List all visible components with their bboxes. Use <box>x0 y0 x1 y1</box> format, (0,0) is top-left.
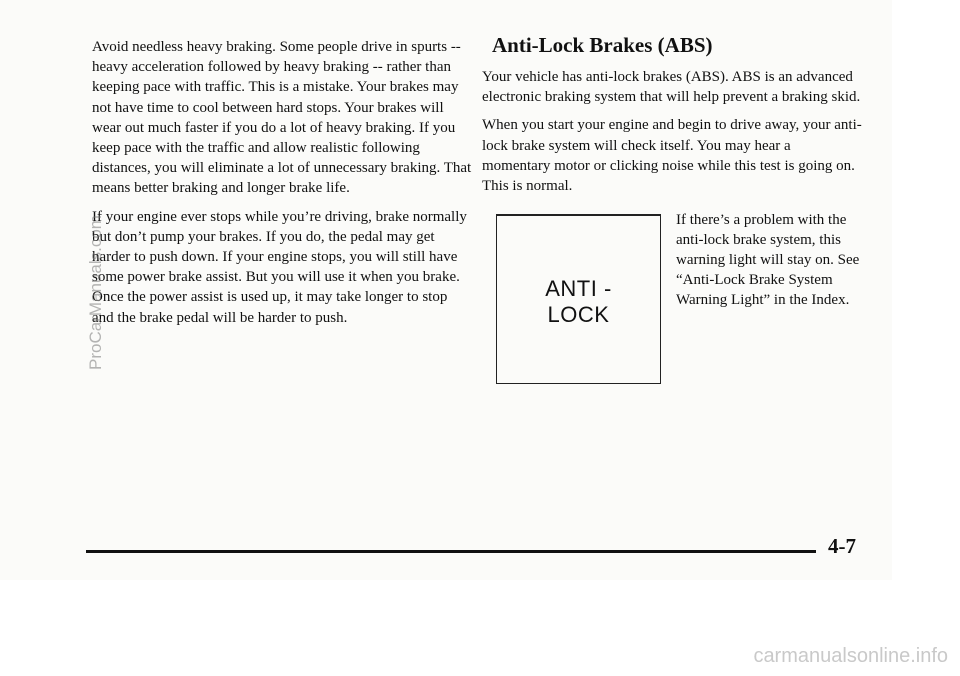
left-column <box>92 37 472 336</box>
paragraph-engine-stops: If your engine ever stops while you’re driving, brake normally but don’t pump your brakes. If you do, the pedal may get harder to push down. If your engine stops, you will still have some power brake assist. But you will use it when you brake. Once the power assist is used up, it may take longer to stop and the brake pedal will be harder to push. <box>92 208 467 326</box>
paragraph-abs-selfcheck: When you start your engine and begin to drive away, your anti-lock brake system will check itself. You may hear a momentary motor or clicking noise while this test is going on. This is normal. <box>482 117 862 195</box>
footer-divider <box>86 550 816 553</box>
warning-light-line-1: ANTI - <box>545 276 612 301</box>
right-column <box>482 33 862 204</box>
warning-light-caption: If there’s a problem with the anti-lock brake system, this warning light will stay on. See “Anti-Lock Brake System Warning Light” in the Index. <box>676 212 860 308</box>
paragraph-abs-intro: Your vehicle has anti-lock brakes (ABS). ABS is an advanced electronic braking system that will help prevent a braking skid. <box>482 69 861 106</box>
page-number: 4-7 <box>828 534 856 558</box>
warning-light-text <box>497 276 660 328</box>
section-title: Anti-Lock Brakes (ABS) <box>492 33 713 57</box>
abs-warning-figure <box>482 210 872 390</box>
warning-light-line-2: LOCK <box>547 302 610 327</box>
anti-lock-warning-light-illustration <box>496 214 661 384</box>
footer-watermark: carmanualsonline.info <box>753 645 948 667</box>
paragraph-heavy-braking: Avoid needless heavy braking. Some people drive in spurts -- heavy acceleration followed by heavy braking -- rather than keeping pace with traffic. This is a mistake. Your brakes may not have time to cool between hard stops. Your brakes will wear out much faster if you do a lot of heavy braking. If you keep pace with the traffic and allow realistic following distances, you will eliminate a lot of unnecessary braking. That means better braking and longer brake life. <box>92 39 472 197</box>
vertical-watermark: ProCarManuals.com <box>86 215 105 370</box>
